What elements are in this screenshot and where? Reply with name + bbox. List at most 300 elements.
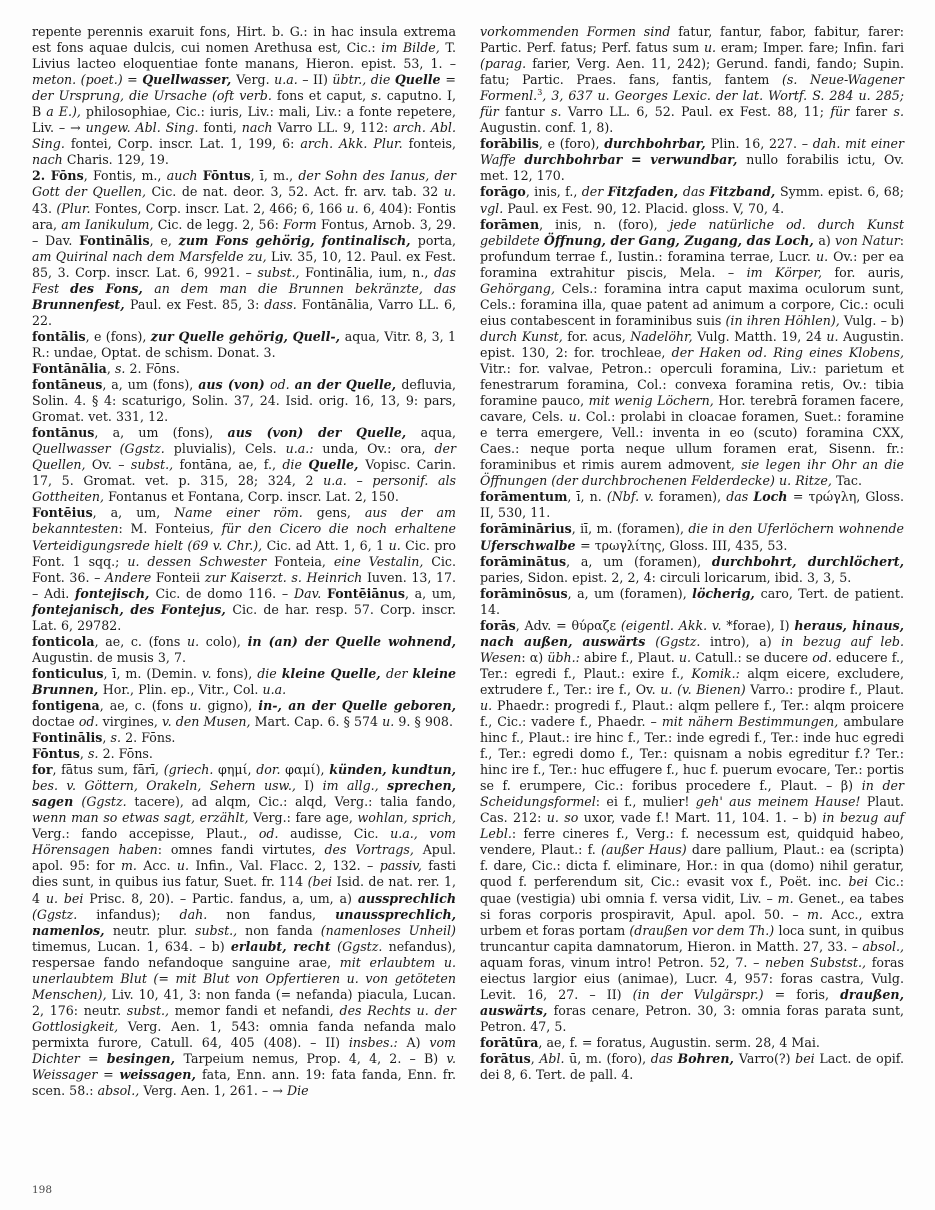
gloss-text: vgl. [480, 200, 508, 216]
gloss-text: subst., [126, 1002, 175, 1018]
translation-term: in-, an der Quelle geboren, [258, 697, 456, 713]
citation-text: , fātus sum, fārī, [52, 762, 164, 778]
headword: forātūra [480, 1034, 539, 1050]
citation-text: alqm eicere, excludere, extrudere f., Ter.: ire f., Ov. [480, 665, 905, 697]
translation-term: löcherig, [692, 585, 761, 601]
citation-text: A) [406, 1034, 430, 1050]
citation-text: Fontanus et Fontana, Corp. inscr. Lat. 2, 150. [108, 489, 399, 505]
citation-text: Genet., ea tabes si foras corporis prospiravit, Apul. apol. 50. – [480, 890, 904, 922]
gloss-text: der Haken od. Ring eines Klobens, [671, 344, 904, 360]
citation-text: gens, [316, 505, 365, 521]
citation-text: fantur [505, 104, 551, 120]
citation-text: fasti dies sunt, in quibus ius fatur, Suet. fr. 114 [32, 858, 457, 890]
page-columns [32, 24, 904, 1174]
gloss-text: am Ianikulum, [61, 216, 158, 232]
citation-text: Cic. de nat. deor. 3, 52. Act. fr. arv. tab. 32 [151, 184, 444, 200]
citation-text: fontāna, ae, f., [179, 457, 283, 473]
citation-text: : α) [521, 649, 548, 665]
citation-text: , Adv. = θύραζε [515, 617, 621, 633]
headword: forāminārius [480, 521, 572, 537]
dictionary-entry [480, 618, 904, 1035]
headword: forāgo [480, 184, 526, 200]
citation-text: Augustin. de musis 3, 7. [32, 649, 187, 665]
citation-text: , [102, 730, 111, 746]
dictionary-entry [32, 746, 456, 762]
citation-text: , iī, m. (foramen), [571, 521, 689, 537]
citation-text: Charis. 129, 19. [66, 152, 169, 168]
dictionary-entry [32, 634, 456, 666]
translation-term: in (an) der Quelle wohnend, [247, 633, 457, 649]
headword: fonticulus [32, 665, 104, 681]
dictionary-entry [32, 168, 456, 328]
gloss-text: u. [388, 537, 406, 553]
dictionary-entry [480, 554, 904, 586]
citation-text: farier, Verg. Aen. 11, 242); Gerund. fandi, fando; Supin. fatu; Partic. Praes. fans, fantis, fantem [480, 56, 904, 88]
citation-text: Plaut. Cas. 212: [480, 794, 904, 826]
citation-text: neutr. plur. [112, 922, 195, 938]
citation-text: Liv. 35, 10, 12. Paul. ex Fest. 85, 3. Corp. inscr. Lat. 6, 9921. – [32, 248, 456, 280]
gloss-text: Abl. [539, 1051, 570, 1066]
citation-text: Isid. de nat. rer. 1, 4 [32, 874, 456, 906]
gloss-text: (parag. [480, 56, 533, 72]
citation-text: Augustin. epist. 130, 2: for. trochleae, [480, 328, 904, 360]
citation-text: uxor, vade f.! Mart. 11, 104. 1. – b) [583, 810, 823, 826]
citation-text: Augustin. conf. 1, 8). [480, 120, 614, 136]
headword: fontāneus [32, 377, 103, 393]
dictionary-entry [32, 505, 456, 633]
gloss-text: (bei [307, 874, 337, 890]
citation-text: , [106, 360, 115, 376]
citation-text: Ov. – [91, 457, 131, 473]
headword: Fōntus [32, 746, 80, 762]
dictionary-entry [32, 377, 456, 425]
gloss-text: die in den Uferlöchern wohnende [688, 521, 904, 537]
dictionary-entry [480, 489, 904, 521]
citation-text: , Fontis, m., [83, 168, 167, 184]
gloss-text: des Vortrags, [324, 842, 423, 858]
gloss-text: u. bei [45, 890, 90, 906]
gloss-text: u. [443, 184, 457, 200]
translation-term: sprechen, sagen [32, 778, 456, 810]
citation-text: eram; Imper. fare; Infin. fari [720, 40, 904, 56]
gloss-text: aus der am bekanntesten [32, 505, 456, 537]
gloss-text: (s. Neue-Wagener Formenl. [480, 72, 904, 104]
gloss-text: des Rechts u. der Gottlosigkeit, [32, 1002, 456, 1034]
citation-text: Cic. de legg. 2, 56: [157, 216, 284, 232]
citation-text: Vulg. – b) [843, 312, 904, 328]
citation-text: , e, [149, 232, 179, 248]
citation-text: intro), a) [709, 633, 782, 649]
citation-text: Mart. Cap. 6. § 574 [254, 714, 383, 730]
gloss-text: übh.: [547, 649, 585, 665]
headword: forāminōsus [480, 585, 568, 601]
translation-term: besingen, [106, 1051, 184, 1066]
headword: for [32, 762, 53, 778]
citation-text: Verg. Aen. 1, 543: omnia fanda nefanda malo permixta furore, Catull. 64, 405 (408). – II) [32, 1018, 456, 1050]
translation-term: des Fons, [70, 280, 155, 296]
gloss-text: u. [189, 697, 208, 713]
citation-text: = τρώγλη, Gloss. II, 530, 11. [480, 489, 904, 521]
gloss-text: dor. [256, 762, 286, 778]
gloss-text: (Ggstz. [337, 938, 389, 954]
translation-term: durchbohrbar = verwundbar, [524, 152, 747, 168]
gloss-text: dah. mit einer Waffe [480, 136, 904, 168]
gloss-text: bei [795, 1051, 820, 1066]
citation-text: Varro LL. 9, 112: [277, 120, 394, 136]
gloss-text: mit wenig Löchern, [588, 393, 719, 409]
translation-term: erlaubt, recht [230, 938, 338, 954]
entry-continuation [32, 24, 456, 168]
headword: forāmentum [480, 489, 568, 505]
gloss-text: die [257, 665, 282, 681]
citation-text: unda, Ov.: ora, [322, 441, 435, 457]
citation-text: Fontes, Corp. inscr. Lat. 2, 466; 6, 166 [94, 200, 347, 216]
citation-text: Verg. [236, 72, 275, 88]
gloss-text: mit erlaubtem u. unerlaubtem Blut (= mit Blut von Opfertieren u. von getöteten Menschen), [32, 954, 456, 1002]
gloss-text: für [830, 104, 856, 120]
gloss-text: im allg., [322, 778, 388, 794]
translation-term: Fitzfaden, [607, 184, 683, 200]
citation-text: Apul. apol. 95: for [32, 842, 457, 874]
gloss-text: u. [678, 649, 696, 665]
gloss-text: meton. (poet.) = [32, 72, 143, 88]
citation-text: virgines, [102, 714, 162, 730]
citation-text: Fontinālia, ium, n., [305, 264, 434, 280]
gloss-text: od. [270, 377, 295, 393]
citation-text: , a, um (foramen), [566, 553, 712, 569]
gloss-text: s. [371, 88, 387, 104]
gloss-text: im Bilde, [381, 40, 446, 56]
dictionary-entry [32, 666, 456, 698]
gloss-text: das [682, 184, 710, 200]
citation-text: fonti, [203, 120, 242, 136]
headword: forāmen [480, 216, 540, 232]
translation-term: Loch [753, 489, 793, 505]
translation-term: Quelle, [308, 457, 366, 473]
translation-term: zur Quelle gehörig, Quell-, [150, 328, 345, 344]
dictionary-entry [32, 698, 456, 730]
citation-text: : ferre cineres f., Verg.: f. necessum est, quidquid habeo, vendere, Plaut.: f. [480, 826, 904, 858]
citation-text: Paul. ex Fest. 90, 12. Placid. gloss. V, 70, 4. [507, 200, 785, 216]
headword: 2. Fōns [32, 168, 84, 184]
citation-text: fons), [216, 665, 258, 681]
citation-text: Cic. Font. 36. – [32, 553, 456, 585]
gloss-text: u.a.: [285, 441, 323, 457]
citation-text: T. Livius lacteo eloquentiae fonte manans, Hieron. epist. 53, 1. – [32, 40, 456, 72]
citation-text: dare pallium, Plaut.: ea (scripta) f. dare, Cic.: dicta f. eliminare, Hor.: in qua (domo) nihil geratur, quod f. perferendum sit, Cic.: evasit vox f., Poët. inc. [480, 842, 905, 890]
citation-text: , a, um (fons), [102, 377, 199, 393]
gloss-text: durch Kunst, [480, 328, 568, 344]
translation-term: Quelle [394, 72, 446, 88]
gloss-text: in bezug auf Lebl. [480, 810, 904, 842]
citation-text: audisse, Cic. [290, 826, 391, 842]
gloss-text: Dav. [293, 585, 327, 601]
gloss-text: dah. [179, 906, 227, 922]
headword: Fontinālis [32, 730, 103, 746]
citation-text: , a, um, [404, 585, 456, 601]
gloss-text: neben Substst., [765, 954, 872, 970]
citation-text: for. acus, [567, 328, 631, 344]
dictionary-entry [32, 361, 456, 377]
gloss-text: (Plur. [56, 200, 95, 216]
gloss-text: v. Weissager = [32, 1051, 456, 1083]
gloss-text: wenn man so etwas sagt, erzählt, [32, 810, 254, 826]
gloss-text: u.a. [262, 681, 287, 697]
dictionary-entry [480, 1035, 904, 1051]
dictionary-entry [32, 762, 456, 1099]
citation-text: : omnes fandi virtutes, [157, 842, 325, 858]
gloss-text: bei [848, 874, 876, 890]
citation-text: φημί, [218, 762, 257, 778]
citation-text: paries, Sidon. epist. 2, 2, 4: circuli loricarum, ibid. 3, 3, 5. [480, 569, 852, 585]
citation-text: caro, Tert. de patient. 14. [480, 585, 904, 617]
gloss-text: od. [258, 826, 291, 842]
translation-term: fontejisch, [74, 585, 156, 601]
gloss-text: u. dessen Schwester [127, 553, 275, 569]
gloss-text: vorkommenden Formen sind [480, 24, 679, 39]
gloss-text: (Ggstz. [655, 633, 710, 649]
gloss-text: nach [32, 152, 67, 168]
citation-text: Liv. 10, 41, 3: non fanda (= nefanda) piacula, Lucan. 2, 176: neutr. [32, 986, 457, 1018]
gloss-text: (griech. [163, 762, 219, 778]
gloss-text: u. so [546, 810, 584, 826]
citation-text: Cels.: foramina intra caput maxima oculorum sunt, Cels.: foramina illa, quae patent ad animum a corpore, Cic.: oculi eius contabescent in foraminibus suis [480, 280, 904, 328]
gloss-text: s. [114, 360, 130, 376]
citation-text: , ī, n. [567, 489, 607, 505]
gloss-text: der [386, 665, 413, 681]
gloss-text: das [726, 489, 754, 505]
gloss-text: (draußen vor dem Th.) [629, 922, 779, 938]
gloss-text: Form [283, 216, 321, 232]
citation-text: , ae, c. (fons [99, 697, 190, 713]
citation-text: Fontānālia, Varro LL. 6, 22. [32, 296, 457, 328]
gloss-text: Andere [105, 569, 156, 585]
citation-text: aquam foras, vinum intro! Petron. 52, 7. – [480, 954, 766, 970]
citation-text: tacere), ad alqm, Cic.: alqd, Verg.: talia fando, [134, 794, 456, 810]
translation-term: Fitzband, [709, 184, 781, 200]
citation-text: philosophiae, Cic.: iuris, Liv.: mali, Liv.: a fonte repetere, Liv. – → [32, 104, 456, 136]
gloss-text: u. [480, 697, 498, 713]
gloss-text: jede natürliche od. durch Kunst gebildete [480, 216, 905, 248]
gloss-text: u.a. [274, 72, 303, 88]
citation-text: , ī, m. (Demin. [103, 665, 202, 681]
citation-text: educere f., Ter.: egredi f., Plaut.: exire f., [480, 649, 904, 681]
citation-text: Cic. pro Font. 1 sqq.; [32, 537, 456, 569]
translation-term: fontejanisch, des Fontejus, [32, 601, 233, 617]
translation-term: aus (von) [198, 377, 270, 393]
gloss-text: v. den Musen, [161, 714, 255, 730]
citation-text: , ae, f. = foratus, Augustin. serm. 28, 4 Mai. [538, 1034, 820, 1050]
gloss-text: Komik.: [691, 665, 748, 681]
citation-text: non fandus, [226, 906, 336, 922]
citation-text: Fonteii [155, 569, 205, 585]
headword: forābilis [480, 136, 539, 152]
citation-text: , e (foro), [538, 136, 605, 152]
citation-text: colo), [205, 633, 248, 649]
gloss-text: u. [186, 633, 206, 649]
citation-text: *forae), I) [726, 617, 795, 633]
gloss-text: arch. Akk. Plur. [300, 136, 409, 152]
gloss-text: passiv, [379, 858, 429, 874]
citation-text: , ae, c. (fons [94, 633, 187, 649]
gloss-text: ungew. Abl. Sing. [85, 120, 204, 136]
gloss-text: nach [241, 120, 278, 136]
translation-term: Uferschwalbe [480, 537, 581, 553]
gloss-text: dass. [264, 296, 302, 312]
dictionary-entry [480, 521, 904, 553]
citation-text: caputno. I, B [32, 88, 456, 120]
citation-text: Phaedr.: progredi f., Plaut.: alqm pellere f., Ter.: alqm proicere f., Cic.: vadere f., Phaedr. – [480, 697, 905, 730]
gloss-text: der Quellen, [32, 441, 456, 473]
citation-text: non fanda [245, 922, 321, 938]
gloss-text: u. [703, 40, 721, 56]
citation-text: Tac. [836, 473, 862, 489]
gloss-text: u. [826, 328, 843, 344]
citation-text: foras eiectus largior eius (animae), Lucr. 4, 957: foras castra, Vulg. Levit. 16, 27. – II) [480, 954, 905, 1002]
gloss-text: subst., [194, 922, 246, 938]
gloss-text: von Natur [835, 232, 900, 248]
citation-text: , [79, 746, 88, 762]
gloss-text: zur Kaiserzt. s. Heinrich [204, 569, 367, 585]
citation-text: Vopisc. Carin. 17, 5. Gromat. vet. p. 315, 28; 324, 2 [32, 457, 457, 489]
gloss-text: subst., [130, 457, 180, 473]
gloss-text: insbes.: [348, 1034, 407, 1050]
gloss-text: bes. v. Göttern, Orakeln, Sehern usw., [32, 778, 305, 794]
citation-text: repente perennis exaruit fons, Hirt. b. G.: in hac insula extrema est fons aquae dulcis, cui nomen Arethusa est, Cic.: [32, 24, 456, 56]
citation-text: Prisc. 8, 20). – Partic. fandus, a, um, a) [89, 890, 358, 906]
citation-text: fontei, Corp. inscr. Lat. 1, 199, 6: [70, 136, 301, 152]
citation-text: , inis, n. (foro), [539, 216, 670, 232]
dictionary-entry [480, 1051, 904, 1083]
citation-text: infandus); [96, 906, 180, 922]
citation-text: 6, 404): Fontis ara, [32, 200, 456, 232]
citation-text: Fonteia, [274, 553, 334, 569]
gloss-text: absol., [862, 938, 904, 954]
citation-text: , [530, 1051, 540, 1066]
gloss-text: (Ggstz. [81, 794, 135, 810]
gloss-text: eine Vestalin, [333, 553, 432, 569]
gloss-text: m. [120, 858, 144, 874]
gloss-text: für den Cicero die noch erhaltene Verteidigungsrede hielt (69 v. Chr.), [32, 521, 457, 553]
citation-text: , a, um, [92, 505, 175, 521]
citation-text: fatur, fantur, fabor, fabitur, farer: Partic. Perf. fatus; Perf. fatus sum [480, 24, 904, 56]
citation-text: Varro(?) [738, 1051, 796, 1066]
citation-text: Verg.: fare age, [253, 810, 358, 826]
gloss-text: mit nähern Bestimmungen, [661, 714, 844, 730]
gloss-text: od. [78, 714, 103, 730]
gloss-text: u. [346, 200, 363, 216]
dictionary-entry [32, 425, 456, 505]
citation-text: foras cenare, Petron. 30, 3: omnia foras parata sunt, Petron. 47, 5. [480, 1002, 905, 1034]
gloss-text: (Ggstz. [32, 906, 97, 922]
superscript-marker: 3 [537, 88, 543, 97]
gloss-text: vom Dichter = [32, 1034, 456, 1066]
dictionary-entry [32, 329, 456, 361]
gloss-text: Nadelöhr, [630, 328, 698, 344]
gloss-text: der [581, 184, 608, 200]
citation-text: loca sunt, in quibus truncantur capita damnatorum, Hieron. in Matth. 27, 33. – [480, 922, 904, 954]
dictionary-entry [480, 136, 904, 184]
citation-text: Cic. ad Att. 1, 6, 1 [266, 537, 389, 553]
gloss-text: subst., [257, 264, 306, 280]
gloss-text: in der Scheidungsformel [480, 778, 905, 810]
translation-term: an der Quelle, [294, 377, 402, 393]
citation-text: 9. § 908. [398, 714, 453, 730]
citation-text: gigno), [207, 697, 259, 713]
translation-term: kleine Quelle, [281, 665, 386, 681]
gloss-text: die [282, 457, 309, 473]
citation-text: fons et caput, [276, 88, 372, 104]
translation-term: Öffnung, der Gang, Zugang, das Loch, [543, 232, 819, 248]
citation-text: Hor., Plin. ep., Vitr., Col. [102, 681, 263, 697]
citation-text: nefandus), respersae fando nefandoque sanguine arae, [32, 938, 456, 970]
gloss-text: s. [87, 746, 103, 762]
translation-term: heraus, hinaus, nach außen, auswärts [480, 617, 905, 649]
citation-text: 43. [32, 200, 57, 216]
gloss-text: m. [777, 890, 799, 906]
gloss-text: a E.), [46, 104, 86, 120]
citation-text: 2. Fōns. [125, 730, 176, 746]
gloss-text: u.a. – personif. als Gottheiten, [32, 473, 456, 505]
citation-text: Cic. de har. resp. 57. Corp. inscr. Lat. 6, 29782. [32, 601, 456, 633]
citation-text: Varro LL. 6, 52. Paul. ex Fest. 88, 11; [567, 104, 831, 120]
gloss-text: u. [382, 714, 399, 730]
gloss-text: arch. Abl. Sing. [32, 120, 456, 152]
citation-text: : M. Fonteius, [118, 521, 222, 537]
citation-text: Paul. ex Fest. 85, 3: [130, 296, 265, 312]
translation-term: künden, kundtun, [329, 762, 457, 778]
gloss-text: geh' aus meinem Hause! [695, 794, 867, 810]
citation-text: defluvia, Solin. 4. § 4: scaturigo, Solin. 37, 24. Isid. orig. 16, 13, 9: pars, Gromat. vet. 331, 12. [32, 377, 456, 425]
gloss-text: in bezug auf leb. Wesen [480, 633, 904, 665]
right-text-column [480, 24, 904, 1174]
citation-text: memor fandi et nefandi, [174, 1002, 340, 1018]
gloss-text: Die [287, 1083, 309, 1099]
citation-text: Lact. de opif. dei 8, 6. Tert. de pall. 4. [480, 1051, 904, 1083]
citation-text: , a, um (fons), [94, 425, 228, 441]
headword: forāminātus [480, 553, 567, 569]
gloss-text: , 3, 637 u. Georges Lexic. der lat. Wortf. S. 284 u. 285; für [480, 88, 904, 120]
gloss-text: v. [201, 665, 217, 681]
citation-text: Infin., Val. Flacc. 2, 132. – [195, 858, 380, 874]
citation-text: Vitr.: for. valvae, Petron.: operculi foramina, Liv.: parietum et fenestrarum foramina, Col.: convexa foramina retis, Ov.: tibia foramine pauco, [480, 360, 904, 409]
citation-text: Acc. [143, 858, 177, 874]
page-number: 198 [32, 1184, 53, 1196]
gloss-text: absol., [97, 1083, 144, 1099]
citation-text: , e (fons), [85, 328, 151, 344]
gloss-text: u. (v. Bienen) [660, 681, 751, 697]
gloss-text: (eigentl. Akk. v. [620, 617, 727, 633]
citation-text: : profundum terrae f., Iustin.: foramina terrae, Lucr. [480, 232, 905, 264]
translation-term: kleine Brunnen, [32, 665, 456, 697]
left-text-column [32, 24, 456, 1174]
translation-term: Brunnenfest, [32, 296, 130, 312]
entry-continuation [480, 24, 904, 136]
citation-text: porta, [417, 232, 457, 248]
gloss-text: (Nbf. v. [606, 489, 659, 505]
gloss-text: (in ihren Höhlen), [725, 312, 844, 328]
citation-text: Cic.: quae (vestigia) ubi omnia f. versa vidit, Liv. – [480, 874, 904, 906]
gloss-text: übtr., die [332, 72, 395, 88]
headword: fontālis [32, 328, 86, 344]
citation-text: = foris, [774, 986, 841, 1002]
citation-text: 2. Fōns. [129, 360, 180, 376]
citation-text: pluvialis), Cels. [173, 441, 286, 457]
gloss-text: der Sohn des Ianus, der Gott der Quellen, [32, 168, 457, 200]
headword: forās [480, 617, 516, 633]
citation-text: Acc., extra urbem et foras portam [480, 906, 904, 938]
citation-text: for. auris, [834, 264, 904, 280]
